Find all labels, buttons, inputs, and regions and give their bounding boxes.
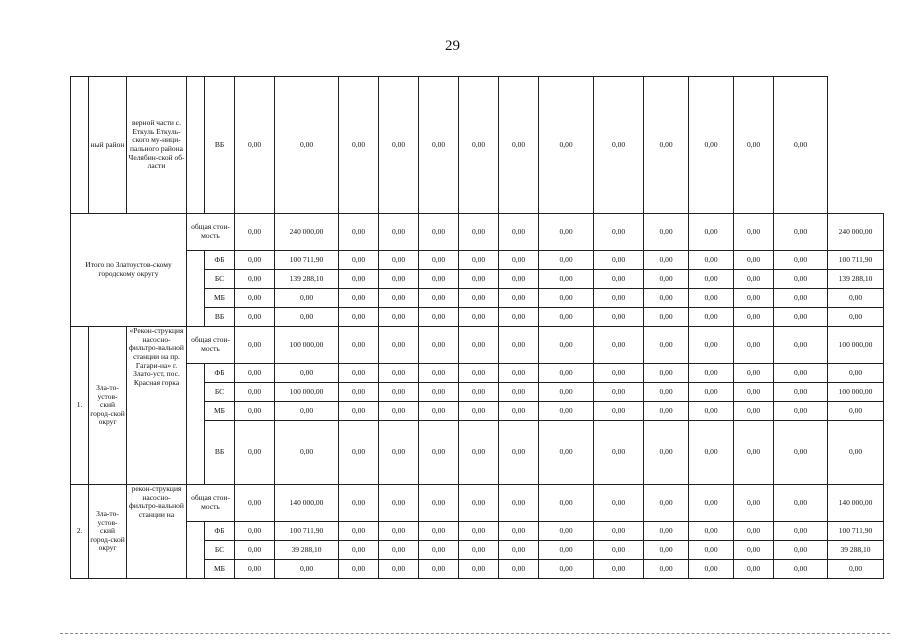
value-cell: 0,00 xyxy=(689,485,734,522)
funding-type-cell: МБ xyxy=(205,289,235,308)
value-cell: 0,00 xyxy=(379,522,419,541)
value-cell: 0,00 xyxy=(275,402,339,421)
value-cell: 0,00 xyxy=(419,308,459,327)
value-cell: 0,00 xyxy=(689,289,734,308)
value-cell: 0,00 xyxy=(734,251,774,270)
value-cell: 0,00 xyxy=(539,308,594,327)
value-cell: 0,00 xyxy=(499,289,539,308)
value-cell: 0,00 xyxy=(689,308,734,327)
value-cell: 0,00 xyxy=(339,289,379,308)
value-cell: 0,00 xyxy=(235,77,275,214)
value-cell: 39 288,10 xyxy=(275,541,339,560)
value-cell: 0,00 xyxy=(419,421,459,485)
table-row xyxy=(71,327,884,364)
value-cell: 0,00 xyxy=(539,270,594,289)
value-cell: 0,00 xyxy=(689,421,734,485)
value-cell: 0,00 xyxy=(644,421,689,485)
funding-type-cell: ВБ xyxy=(205,77,235,214)
value-cell: 0,00 xyxy=(644,308,689,327)
value-cell: 0,00 xyxy=(499,327,539,364)
value-cell: 0,00 xyxy=(235,214,275,251)
value-cell: 0,00 xyxy=(644,402,689,421)
value-cell: 100 711,90 xyxy=(828,251,884,270)
value-cell: 0,00 xyxy=(235,251,275,270)
value-cell: 0,00 xyxy=(379,214,419,251)
value-cell: 0,00 xyxy=(499,485,539,522)
value-cell: 0,00 xyxy=(235,421,275,485)
value-cell: 0,00 xyxy=(339,364,379,383)
value-cell: 0,00 xyxy=(644,270,689,289)
table-row xyxy=(71,364,884,383)
value-cell: 0,00 xyxy=(644,214,689,251)
value-cell: 0,00 xyxy=(419,77,459,214)
value-cell: 0,00 xyxy=(539,560,594,579)
value-cell: 0,00 xyxy=(594,214,644,251)
value-cell: 140 000,00 xyxy=(275,485,339,522)
value-cell: 0,00 xyxy=(774,364,828,383)
value-cell: 0,00 xyxy=(539,421,594,485)
vertical-label-cell xyxy=(187,364,205,485)
value-cell: 0,00 xyxy=(339,327,379,364)
value-cell: 0,00 xyxy=(339,214,379,251)
value-cell: 0,00 xyxy=(419,485,459,522)
value-cell: 0,00 xyxy=(828,560,884,579)
value-cell: 0,00 xyxy=(689,327,734,364)
value-cell: 0,00 xyxy=(339,270,379,289)
value-cell: 0,00 xyxy=(339,485,379,522)
value-cell: 0,00 xyxy=(499,77,539,214)
value-cell: 0,00 xyxy=(774,541,828,560)
value-cell: 0,00 xyxy=(339,77,379,214)
value-cell: 0,00 xyxy=(235,541,275,560)
index-cell: 2. xyxy=(71,485,89,579)
value-cell: 0,00 xyxy=(459,522,499,541)
value-cell: 0,00 xyxy=(499,270,539,289)
value-cell: 0,00 xyxy=(235,308,275,327)
value-cell: 0,00 xyxy=(644,485,689,522)
value-cell: 0,00 xyxy=(689,214,734,251)
value-cell: 0,00 xyxy=(828,421,884,485)
value-cell: 0,00 xyxy=(689,541,734,560)
vertical-label-cell xyxy=(187,522,205,579)
index-cell: 1. xyxy=(71,327,89,485)
value-cell: 0,00 xyxy=(459,364,499,383)
value-cell: 0,00 xyxy=(734,364,774,383)
value-cell: 0,00 xyxy=(594,327,644,364)
value-cell: 0,00 xyxy=(774,327,828,364)
value-cell: 0,00 xyxy=(499,421,539,485)
object-name-cell: «Рекон-струкция насосно-фильтро-вальной станции на пр. Гагари-на» г. Злато-уст, пос. Красная горка xyxy=(127,327,187,485)
table-row xyxy=(71,485,884,522)
value-cell: 0,00 xyxy=(379,308,419,327)
value-cell: 0,00 xyxy=(734,402,774,421)
value-cell: 100 000,00 xyxy=(828,383,884,402)
value-cell: 0,00 xyxy=(774,383,828,402)
value-cell: 0,00 xyxy=(644,541,689,560)
value-cell: 0,00 xyxy=(419,383,459,402)
value-cell: 0,00 xyxy=(594,560,644,579)
value-cell: 0,00 xyxy=(539,383,594,402)
value-cell: 0,00 xyxy=(594,251,644,270)
value-cell: 0,00 xyxy=(594,522,644,541)
value-cell: 0,00 xyxy=(379,289,419,308)
value-cell: 0,00 xyxy=(499,560,539,579)
value-cell: 0,00 xyxy=(275,560,339,579)
value-cell: 0,00 xyxy=(644,383,689,402)
value-cell: 100 711,90 xyxy=(828,522,884,541)
value-cell: 0,00 xyxy=(689,77,734,214)
value-cell: 0,00 xyxy=(419,522,459,541)
value-cell: 0,00 xyxy=(419,560,459,579)
value-cell: 0,00 xyxy=(734,383,774,402)
value-cell: 0,00 xyxy=(339,308,379,327)
value-cell: 0,00 xyxy=(379,251,419,270)
funding-type-cell: ФБ xyxy=(205,251,235,270)
value-cell: 0,00 xyxy=(235,485,275,522)
municipality-cell: Зла-то-устов-ский город-ской округ xyxy=(89,485,127,579)
object-name-cell: рекон-струкция насосно-фильтро-вальной станции на xyxy=(127,485,187,579)
value-cell: 0,00 xyxy=(774,251,828,270)
value-cell: 0,00 xyxy=(594,270,644,289)
funding-type-cell: БС xyxy=(205,541,235,560)
value-cell: 0,00 xyxy=(499,308,539,327)
value-cell: 100 000,00 xyxy=(275,327,339,364)
value-cell: 0,00 xyxy=(644,364,689,383)
table-row xyxy=(71,214,884,251)
value-cell: 140 000,00 xyxy=(828,485,884,522)
value-cell: 0,00 xyxy=(499,522,539,541)
value-cell: 0,00 xyxy=(419,327,459,364)
value-cell: 0,00 xyxy=(774,289,828,308)
value-cell: 0,00 xyxy=(499,383,539,402)
value-cell: 0,00 xyxy=(539,485,594,522)
value-cell: 0,00 xyxy=(339,421,379,485)
vertical-label-cell xyxy=(187,77,205,214)
value-cell: 0,00 xyxy=(379,541,419,560)
value-cell: 240 000,00 xyxy=(828,214,884,251)
value-cell: 0,00 xyxy=(774,560,828,579)
value-cell: 0,00 xyxy=(235,522,275,541)
value-cell: 0,00 xyxy=(539,289,594,308)
value-cell: 0,00 xyxy=(689,364,734,383)
value-cell: 0,00 xyxy=(644,327,689,364)
value-cell: 0,00 xyxy=(734,541,774,560)
funding-type-cell: ВБ xyxy=(205,308,235,327)
value-cell: 240 000,00 xyxy=(275,214,339,251)
page-number: 29 xyxy=(445,38,460,54)
value-cell: 0,00 xyxy=(828,289,884,308)
object-name-cell: верной части с. Еткуль Еткуль-ского му-ници-пального района Челябин-ской об-ласти xyxy=(127,77,187,214)
value-cell: 0,00 xyxy=(419,364,459,383)
value-cell: 0,00 xyxy=(275,289,339,308)
municipality-cell: Зла-то-устов-ский город-ской округ xyxy=(89,327,127,485)
value-cell: 0,00 xyxy=(235,402,275,421)
value-cell: 0,00 xyxy=(539,364,594,383)
value-cell: 0,00 xyxy=(339,402,379,421)
value-cell: 0,00 xyxy=(734,270,774,289)
value-cell: 0,00 xyxy=(734,308,774,327)
funding-type-cell: БС xyxy=(205,383,235,402)
table-row xyxy=(71,522,884,541)
value-cell: 0,00 xyxy=(235,327,275,364)
value-cell: 0,00 xyxy=(539,327,594,364)
value-cell: 139 288,10 xyxy=(828,270,884,289)
value-cell: 0,00 xyxy=(459,485,499,522)
value-cell: 0,00 xyxy=(419,402,459,421)
value-cell: 0,00 xyxy=(339,541,379,560)
value-cell: 0,00 xyxy=(339,251,379,270)
municipality-cell: ный район xyxy=(89,77,127,214)
value-cell: 0,00 xyxy=(459,214,499,251)
value-cell: 0,00 xyxy=(419,251,459,270)
value-cell: 0,00 xyxy=(379,327,419,364)
value-cell: 0,00 xyxy=(734,327,774,364)
value-cell: 0,00 xyxy=(774,214,828,251)
value-cell: 0,00 xyxy=(275,364,339,383)
value-cell: 100 711,90 xyxy=(275,251,339,270)
value-cell: 39 288,10 xyxy=(828,541,884,560)
value-cell: 0,00 xyxy=(275,421,339,485)
value-cell: 0,00 xyxy=(419,541,459,560)
value-cell: 0,00 xyxy=(379,383,419,402)
value-cell: 0,00 xyxy=(594,402,644,421)
value-cell: 139 288,10 xyxy=(275,270,339,289)
value-cell: 0,00 xyxy=(774,402,828,421)
value-cell: 0,00 xyxy=(594,364,644,383)
value-cell: 0,00 xyxy=(379,270,419,289)
value-cell: 0,00 xyxy=(539,77,594,214)
value-cell: 0,00 xyxy=(339,560,379,579)
value-cell: 0,00 xyxy=(689,402,734,421)
value-cell: 0,00 xyxy=(459,383,499,402)
value-cell: 0,00 xyxy=(235,560,275,579)
table-row xyxy=(71,77,884,214)
value-cell: 0,00 xyxy=(539,541,594,560)
value-cell: 0,00 xyxy=(689,251,734,270)
value-cell: 0,00 xyxy=(774,77,828,214)
value-cell: 0,00 xyxy=(499,214,539,251)
funding-type-cell: ФБ xyxy=(205,522,235,541)
value-cell: 100 000,00 xyxy=(275,383,339,402)
budget-table xyxy=(70,76,884,579)
value-cell: 0,00 xyxy=(419,289,459,308)
value-cell: 0,00 xyxy=(539,251,594,270)
value-cell: 0,00 xyxy=(689,560,734,579)
value-cell: 0,00 xyxy=(459,308,499,327)
value-cell: 0,00 xyxy=(379,364,419,383)
value-cell: 0,00 xyxy=(379,421,419,485)
value-cell: 0,00 xyxy=(734,214,774,251)
value-cell: 0,00 xyxy=(644,522,689,541)
value-cell: 0,00 xyxy=(644,77,689,214)
funding-type-cell: БС xyxy=(205,270,235,289)
value-cell: 0,00 xyxy=(828,364,884,383)
value-cell: 0,00 xyxy=(774,485,828,522)
value-cell: 0,00 xyxy=(459,541,499,560)
value-cell: 0,00 xyxy=(499,251,539,270)
value-cell: 0,00 xyxy=(459,327,499,364)
value-cell: 0,00 xyxy=(379,402,419,421)
value-cell: 0,00 xyxy=(379,560,419,579)
value-cell: 0,00 xyxy=(594,289,644,308)
value-cell: 0,00 xyxy=(644,560,689,579)
value-cell: 0,00 xyxy=(379,77,419,214)
total-label-cell: Итого по Златоустов-скому городскому округу xyxy=(71,214,187,327)
value-cell: 0,00 xyxy=(539,214,594,251)
value-cell: 0,00 xyxy=(539,402,594,421)
funding-type-cell: общая стои-мость xyxy=(187,214,235,251)
value-cell: 0,00 xyxy=(339,522,379,541)
value-cell: 0,00 xyxy=(459,270,499,289)
value-cell: 0,00 xyxy=(594,77,644,214)
table-row xyxy=(71,251,884,270)
value-cell: 0,00 xyxy=(499,541,539,560)
value-cell: 0,00 xyxy=(689,383,734,402)
index-cell xyxy=(71,77,89,214)
funding-type-cell: общая стои-мость xyxy=(187,327,235,364)
value-cell: 0,00 xyxy=(459,402,499,421)
value-cell: 0,00 xyxy=(419,270,459,289)
value-cell: 0,00 xyxy=(459,77,499,214)
value-cell: 0,00 xyxy=(774,522,828,541)
value-cell: 0,00 xyxy=(774,270,828,289)
value-cell: 0,00 xyxy=(734,522,774,541)
value-cell: 0,00 xyxy=(644,251,689,270)
value-cell: 0,00 xyxy=(594,541,644,560)
value-cell: 0,00 xyxy=(594,485,644,522)
value-cell: 0,00 xyxy=(499,364,539,383)
value-cell: 0,00 xyxy=(235,383,275,402)
value-cell: 0,00 xyxy=(689,522,734,541)
value-cell: 0,00 xyxy=(734,560,774,579)
value-cell: 0,00 xyxy=(734,77,774,214)
value-cell: 0,00 xyxy=(419,214,459,251)
value-cell: 100 000,00 xyxy=(828,327,884,364)
value-cell: 0,00 xyxy=(235,270,275,289)
value-cell: 0,00 xyxy=(235,364,275,383)
value-cell: 0,00 xyxy=(689,270,734,289)
value-cell: 0,00 xyxy=(539,522,594,541)
value-cell: 0,00 xyxy=(774,421,828,485)
value-cell: 0,00 xyxy=(379,485,419,522)
value-cell: 100 711,90 xyxy=(275,522,339,541)
value-cell: 0,00 xyxy=(339,383,379,402)
value-cell: 0,00 xyxy=(828,402,884,421)
value-cell: 0,00 xyxy=(459,421,499,485)
value-cell: 0,00 xyxy=(644,289,689,308)
value-cell: 0,00 xyxy=(594,421,644,485)
funding-type-cell: МБ xyxy=(205,402,235,421)
value-cell: 0,00 xyxy=(499,402,539,421)
value-cell: 0,00 xyxy=(459,560,499,579)
value-cell: 0,00 xyxy=(275,308,339,327)
page-bottom-divider xyxy=(60,633,890,634)
value-cell: 0,00 xyxy=(734,485,774,522)
funding-type-cell: МБ xyxy=(205,560,235,579)
funding-type-cell: общая стои-мость xyxy=(187,485,235,522)
vertical-label-cell xyxy=(187,251,205,327)
value-cell: 0,00 xyxy=(734,289,774,308)
funding-type-cell: ВБ xyxy=(205,421,235,485)
value-cell: 0,00 xyxy=(459,289,499,308)
value-cell: 0,00 xyxy=(734,421,774,485)
value-cell: 0,00 xyxy=(828,308,884,327)
value-cell: 0,00 xyxy=(594,383,644,402)
value-cell: 0,00 xyxy=(459,251,499,270)
funding-type-cell: ФБ xyxy=(205,364,235,383)
value-cell: 0,00 xyxy=(235,289,275,308)
value-cell: 0,00 xyxy=(774,308,828,327)
value-cell: 0,00 xyxy=(594,308,644,327)
value-cell: 0,00 xyxy=(275,77,339,214)
